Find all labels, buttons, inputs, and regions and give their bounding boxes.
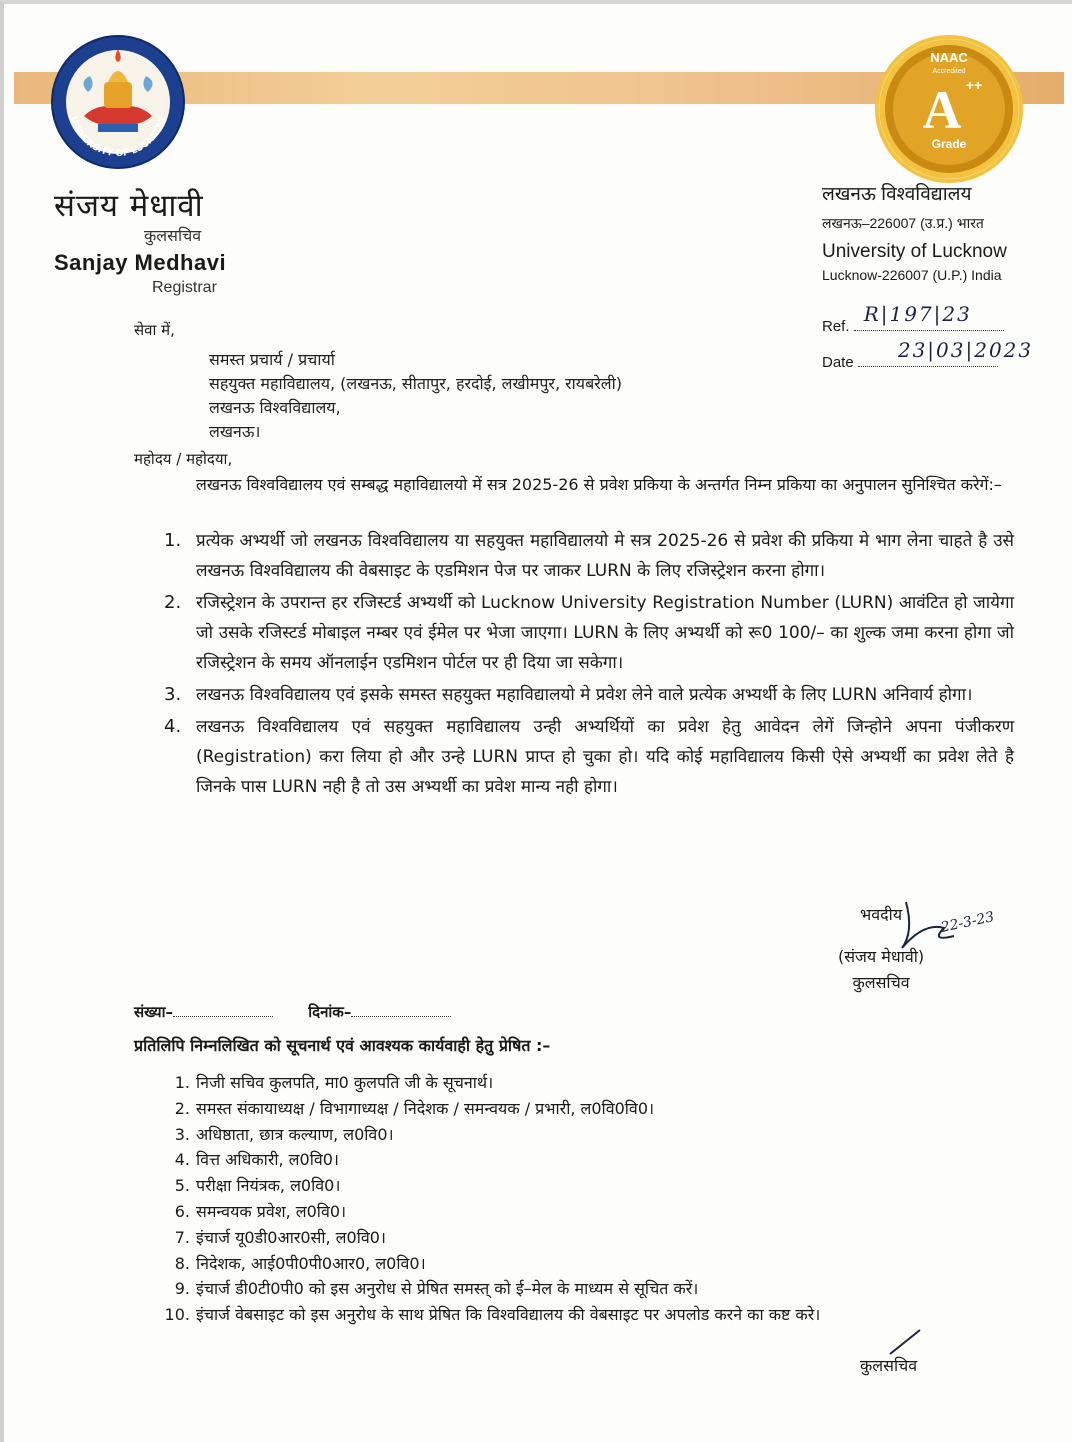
naac-sub: Accredited	[932, 68, 966, 75]
address-hindi: लखनऊ–226007 (उ.प्र.) भारत	[822, 215, 984, 231]
naac-grade: A	[922, 80, 962, 140]
item-number: 6.	[174, 1201, 190, 1221]
recipient-line: लखनऊ विश्वविद्यालय,	[209, 398, 341, 417]
list-item	[164, 1302, 1024, 1328]
item-number: 1.	[164, 530, 182, 551]
item-number: 1.	[174, 1073, 190, 1092]
date-row	[822, 338, 1034, 371]
item-text: निजी सचिव कुलपति, मा0 कुलपति जी के सूचनार्थ।	[196, 1073, 494, 1092]
item-number: 8.	[174, 1253, 190, 1273]
recipient-line: समस्त प्रचार्य / प्रचार्या	[209, 350, 335, 369]
signature-scribble	[884, 892, 1004, 962]
item-text: वित्त अधिकारी, ल0वि0।	[196, 1150, 339, 1170]
signatory-name: (संजय मेधावी)	[838, 947, 925, 966]
dinank-label: दिनांक–	[308, 1003, 352, 1021]
item-text: समन्वयक प्रवेश, ल0वि0।	[196, 1201, 347, 1221]
item-text: इंचार्ज वेबसाइट को इस अनुरोध के साथ प्रेषित कि विश्वविद्यालय की वेबसाइट पर अपलोड करने का कष्ट करे।	[196, 1305, 821, 1325]
item-number: 2.	[174, 1098, 190, 1118]
item-number: 4.	[174, 1150, 190, 1170]
recipient-address	[209, 348, 622, 444]
signature-date: 22-3-23	[939, 909, 996, 936]
intro-paragraph: लखनऊ विश्वविद्यालय एवं सम्बद्ध महाविद्यालयो में सत्र 2025-26 से प्रवेश प्रकिया के अन्तर्गत निम्न प्रकिया का अनुपालन सुनिश्चित करेगें:–	[196, 475, 1002, 494]
item-text: प्रत्येक अभ्यर्थी जो लखनऊ विश्वविद्यालय या सहयुक्त महाविद्यालयो मे सत्र 2025-26 से प्रवेश की प्रकिया मे भाग लेना चाहते है उसे लखनऊ विश्वविद्यालय की वेबसाइट के एडमिशन पेज पर जाकर LURN के लिए रजिस्ट्रेशन करना होगा।	[196, 531, 1014, 581]
signatory-title: कुलसचिव	[852, 973, 910, 992]
number-date-line	[134, 1002, 481, 1022]
item-number: 3.	[174, 1124, 190, 1144]
item-text: लखनऊ विश्वविद्यालय एवं सहयुक्त महाविद्यालय उन्ही अभ्यर्थियों का प्रवेश हेतु आवेदन लेगें जिन्होने अपना पंजीकरण (Registration) करा लिया हो और उन्हे LURN प्राप्त हो चुका हो। यदि कोई महाविद्यालय किसी ऐसे अभ्यर्थी का प्रवेश लेते है जिनके पास LURN नही है तो उस अभ्यर्थी का प्रवेश मान्य नही होगा।	[196, 717, 1014, 797]
list-item	[164, 1096, 1024, 1122]
closing: भवदीय	[860, 905, 903, 924]
ref-label: Ref.	[822, 318, 850, 335]
item-text: इंचार्ज डी0टी0पी0 को इस अनुरोध से प्रेषित समस्त् को ई–मेल के माध्यम से सूचित करें।	[196, 1279, 699, 1299]
list-item	[164, 1122, 1024, 1148]
final-signatory-title: कुलसचिव	[860, 1356, 918, 1375]
list-item	[164, 588, 1014, 678]
list-item	[164, 1276, 1024, 1302]
item-text: इंचार्ज यू0डी0आर0सी, ल0वि0।	[196, 1227, 386, 1247]
greeting: महोदय / महोदया,	[134, 450, 233, 468]
registrar-name-hindi: संजय मेधावी	[54, 188, 204, 224]
date-label: Date	[822, 354, 854, 371]
list-item	[164, 1225, 1024, 1251]
list-item	[164, 680, 1014, 710]
sankhya-label: संख्या–	[134, 1003, 174, 1021]
university-name-english: University of Lucknow	[822, 241, 1007, 262]
date-value: 23|03|2023	[897, 338, 1034, 362]
item-text: रजिस्ट्रेशन के उपरान्त हर रजिस्टर्ड अभ्यर्थी को Lucknow University Registration Number (LURN) आवंटित हो जायेगा जो उसके रजिस्टर्ड मोबाइल नम्बर एवं ईमेल पर भेजा जाएगा। LURN के लिए अभ्यर्थी को रू0 100/– का शुल्क जमा करना होगा जो रजिस्ट्रेशन के समय ऑनलाईन एडमिशन पोर्टल पर ही दिया जा सकेगा।	[196, 593, 1014, 673]
list-item	[164, 1251, 1024, 1277]
item-text: लखनऊ विश्वविद्यालय एवं इसके समस्त सहयुक्त महाविद्यालयो मे प्रवेश लेने वाले प्रत्येक अभ्यर्थी के लिए LURN अनिवार्य होगा।	[196, 685, 973, 705]
item-text: समस्त संकायाध्यक्ष / विभागाध्यक्ष / निदेशक / समन्वयक / प्रभारी, ल0वि0वि0।	[196, 1098, 655, 1118]
instruction-list	[164, 526, 1014, 802]
ref-value: R|197|23	[863, 302, 972, 326]
item-text: परीक्षा नियंत्रक, ल0वि0।	[196, 1176, 341, 1196]
naac-seal	[872, 32, 1026, 186]
item-number: 3.	[164, 684, 182, 705]
list-item	[164, 1173, 1024, 1199]
item-number: 7.	[174, 1227, 190, 1247]
copy-list	[164, 1070, 1024, 1328]
address-english: Lucknow-226007 (U.P.) India	[822, 267, 1002, 283]
item-number: 10.	[164, 1305, 190, 1325]
naac-grade-label: Grade	[931, 137, 967, 151]
copy-heading: प्रतिलिपि निम्नलिखित को सूचनार्थ एवं आवश्यक कार्यवाही हेतु प्रेषित :–	[134, 1036, 551, 1055]
item-number: 5.	[174, 1176, 190, 1196]
university-address	[822, 180, 1052, 283]
list-item	[164, 1199, 1024, 1225]
item-text: निदेशक, आई0पी0पी0आर0, ल0वि0।	[196, 1253, 426, 1273]
university-name-hindi: लखनऊ विश्वविद्यालय	[822, 184, 972, 205]
university-logo	[48, 32, 188, 172]
registrar-title-english: Registrar	[152, 279, 217, 296]
list-item	[164, 1070, 1024, 1096]
logo-text: UNIVERSITY OF LUCKNOW	[67, 115, 169, 160]
item-number: 9.	[174, 1279, 190, 1299]
initial-scribble	[886, 1326, 926, 1356]
salutation-to: सेवा में,	[134, 321, 175, 339]
registrar-name-english: Sanjay Medhavi	[54, 250, 227, 275]
recipient-line: सहयुक्त महाविद्यालय, (लखनऊ, सीतापुर, हरदोई, लखीमपुर, रायबरेली)	[209, 374, 623, 393]
list-item	[164, 712, 1014, 802]
recipient-line: लखनऊ।	[209, 422, 261, 441]
ref-row	[822, 302, 1004, 335]
naac-plus: ++	[965, 77, 983, 93]
item-text: अधिष्ठाता, छात्र कल्याण, ल0वि0।	[196, 1124, 394, 1144]
list-item	[164, 1147, 1024, 1173]
item-number: 2.	[164, 592, 182, 613]
registrar-title-hindi: कुलसचिव	[144, 226, 202, 245]
item-number: 4.	[164, 716, 182, 737]
list-item	[164, 526, 1014, 586]
naac-label: NAAC	[930, 50, 968, 65]
